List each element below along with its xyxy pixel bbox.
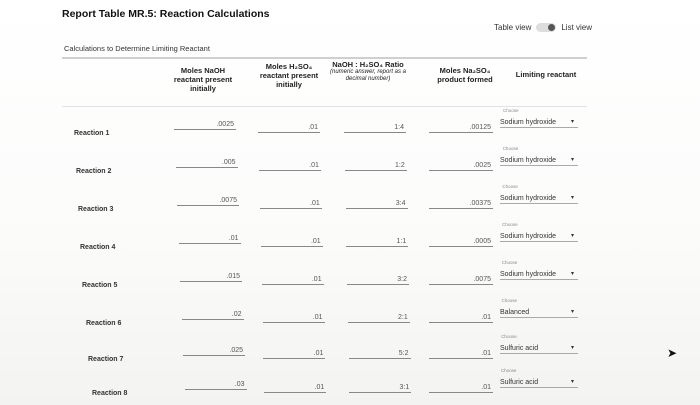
moles-h2so4-input[interactable]: .01: [263, 313, 325, 323]
moles-h2so4-input[interactable]: .01: [263, 349, 325, 359]
chevron-down-icon: ▾: [570, 345, 574, 351]
limiting-reactant-value: Sulfuric acid: [500, 345, 539, 352]
choose-hint: Choose: [502, 146, 519, 151]
toggle-knob-icon: [548, 24, 555, 31]
moles-h2so4-input[interactable]: .01: [261, 237, 323, 247]
ratio-input[interactable]: 3:2: [347, 275, 409, 285]
chevron-down-icon: ▾: [570, 195, 574, 201]
limiting-reactant-select[interactable]: [500, 155, 578, 166]
choose-hint: Choose: [501, 334, 517, 339]
limiting-reactant-select[interactable]: [500, 231, 578, 242]
moles-naoh-input[interactable]: .02: [182, 310, 244, 320]
moles-naoh-input[interactable]: .03: [185, 380, 247, 390]
reaction-label: Reaction 1: [74, 130, 110, 137]
moles-naoh-input[interactable]: .01: [179, 234, 241, 244]
header-moles-product: Moles Na₂SO₄ product formed: [437, 66, 493, 84]
chevron-down-icon: ▾: [570, 233, 574, 239]
moles-naoh-input[interactable]: .015: [180, 272, 242, 282]
ratio-input[interactable]: 2:1: [348, 313, 410, 323]
limiting-reactant-select[interactable]: [500, 193, 578, 204]
choose-hint: Choose: [501, 260, 518, 265]
ratio-input[interactable]: 3:1: [349, 383, 411, 393]
ratio-input[interactable]: 5:2: [349, 349, 411, 359]
moles-product-input[interactable]: .00375: [429, 199, 493, 209]
moles-naoh-input[interactable]: .0025: [174, 120, 236, 130]
moles-product-input[interactable]: .01: [429, 313, 493, 323]
limiting-reactant-value: Sodium hydroxide: [500, 233, 557, 240]
ratio-input[interactable]: 1:2: [345, 161, 407, 171]
reaction-label: Reaction 2: [76, 168, 112, 175]
limiting-reactant-value: Sodium hydroxide: [500, 195, 557, 202]
choose-hint: Choose: [503, 108, 519, 113]
moles-naoh-input[interactable]: .005: [176, 158, 238, 168]
rows-divider: [62, 106, 587, 107]
limiting-reactant-select[interactable]: [500, 307, 578, 318]
header-ratio: [328, 60, 408, 83]
choose-hint: Choose: [501, 298, 518, 303]
view-toggle-switch[interactable]: [536, 23, 556, 32]
limiting-reactant-value: Sodium hydroxide: [500, 119, 557, 126]
moles-product-input[interactable]: .0075: [429, 275, 493, 285]
choose-hint: Choose: [502, 184, 518, 189]
limiting-reactant-select[interactable]: [500, 269, 578, 280]
moles-product-input[interactable]: .01: [429, 383, 493, 393]
reaction-label: Reaction 8: [92, 390, 128, 397]
chevron-down-icon: ▾: [570, 119, 574, 125]
view-toggle[interactable]: [494, 23, 592, 32]
reaction-label: Reaction 4: [80, 244, 116, 251]
limiting-reactant-value: Balanced: [500, 309, 530, 316]
moles-product-input[interactable]: .0005: [429, 237, 493, 247]
list-view-option[interactable]: List view: [561, 23, 593, 32]
choose-hint: Choose: [500, 368, 517, 373]
header-limiting-reactant: Limiting reactant: [515, 70, 577, 79]
header-ratio-title: NaOH : H₂SO₄ Ratio: [332, 60, 404, 69]
section-label: Calculations to Determine Limiting Reactant: [64, 44, 210, 53]
page-title: Report Table MR.5: Reaction Calculations: [62, 8, 270, 20]
moles-naoh-input[interactable]: .025: [183, 346, 245, 356]
limiting-reactant-select[interactable]: [500, 117, 578, 128]
chevron-down-icon: ▾: [570, 309, 574, 315]
header-moles-naoh: Moles NaOH reactant present initially: [173, 66, 233, 93]
header-moles-h2so4: Moles H₂SO₄ reactant present initially: [259, 62, 319, 89]
chevron-down-icon: ▾: [570, 379, 574, 385]
limiting-reactant-value: Sodium hydroxide: [500, 271, 557, 278]
moles-product-input[interactable]: .00125: [429, 123, 493, 133]
moles-product-input[interactable]: .0025: [429, 161, 493, 171]
limiting-reactant-select[interactable]: [500, 343, 578, 354]
ratio-input[interactable]: 1:1: [346, 237, 408, 247]
ratio-input[interactable]: 1:4: [344, 123, 406, 133]
moles-h2so4-input[interactable]: .01: [259, 161, 321, 171]
reaction-label: Reaction 3: [78, 206, 114, 213]
moles-h2so4-input[interactable]: .01: [262, 275, 324, 285]
reaction-label: Reaction 7: [88, 356, 124, 363]
moles-product-input[interactable]: .01: [429, 349, 493, 359]
limiting-reactant-value: Sulfuric acid: [500, 379, 539, 386]
reaction-label: Reaction 6: [86, 320, 122, 327]
moles-h2so4-input[interactable]: .01: [264, 383, 326, 393]
header-divider: [62, 57, 587, 59]
table-view-option[interactable]: Table view: [494, 23, 532, 32]
choose-hint: Choose: [502, 222, 518, 227]
limiting-reactant-select[interactable]: [500, 377, 578, 388]
moles-naoh-input[interactable]: .0075: [177, 196, 239, 206]
header-ratio-note: (numeric answer, report as a decimal number): [329, 69, 407, 82]
limiting-reactant-value: Sodium hydroxide: [500, 157, 557, 164]
chevron-down-icon: ▾: [570, 271, 574, 277]
reaction-label: Reaction 5: [82, 282, 118, 289]
moles-h2so4-input[interactable]: .01: [260, 199, 322, 209]
moles-h2so4-input[interactable]: .01: [258, 123, 320, 133]
ratio-input[interactable]: 3:4: [346, 199, 408, 209]
chevron-down-icon: ▾: [570, 157, 574, 163]
mouse-cursor-icon: ➤: [667, 346, 678, 360]
